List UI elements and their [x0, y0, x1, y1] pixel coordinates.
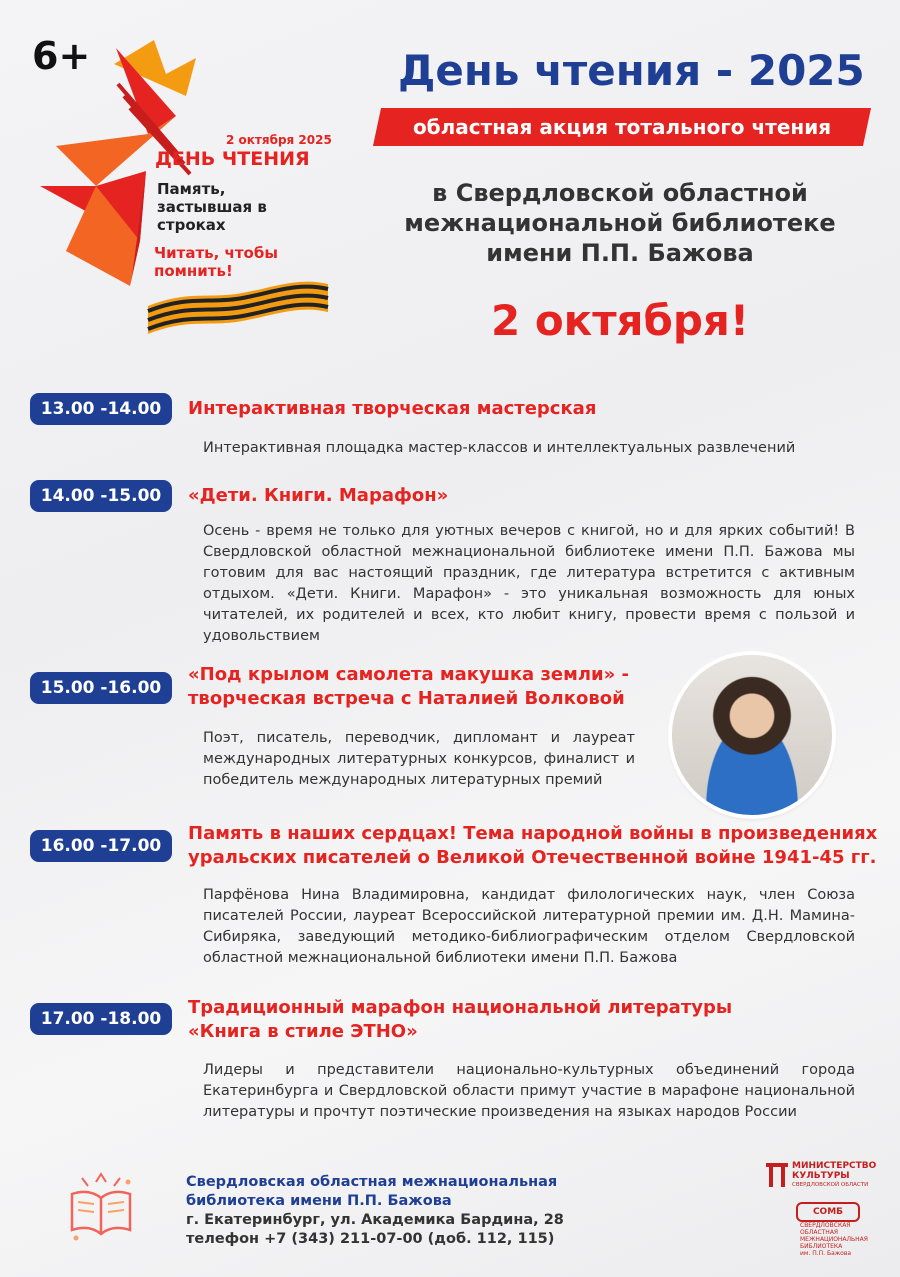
- event-time-badge: 15.00 -16.00: [30, 672, 172, 704]
- event-title-line: творческая встреча с Наталией Волковой: [188, 688, 625, 709]
- event-title-line: Интерактивная творческая мастерская: [188, 398, 597, 419]
- subtitle-text: областная акция тотального чтения: [412, 115, 832, 139]
- open-book-icon: [66, 1172, 136, 1244]
- event-description: Парфёнова Нина Владимировна, кандидат филологических наук, член Союза писателей России, лауреат Всероссийской литературной премии им. Д.Н. Мамина-Сибиряка, заведующий методико-библиографическим отделом Свердловской областной межнациональной библиотеки имени П.П. Бажова: [203, 887, 855, 966]
- venue-line: в Свердловской областной: [432, 179, 808, 207]
- event-time-badge: 17.00 -18.00: [30, 1003, 172, 1035]
- event-time-badge: 13.00 -14.00: [30, 393, 172, 425]
- ministry-name-line: КУЛЬТУРЫ: [792, 1171, 850, 1181]
- ministry-name-line: МИНИСТЕРСТВО: [792, 1161, 877, 1171]
- ministry-name: [792, 1161, 876, 1181]
- event-description: Лидеры и представители национально-культурных объединений города Екатеринбурга и Свердловской области примут участие в марафоне национальной литературы и прочтут поэтические произведения на языках народов России: [203, 1062, 855, 1120]
- event-title-line: «Под крылом самолета макушка земли» -: [188, 664, 629, 685]
- event-date: 2 октября!: [490, 296, 750, 345]
- event-title: [188, 822, 877, 870]
- library-name-line: библиотека имени П.П. Бажова: [186, 1193, 452, 1209]
- event-title-line: Память в наших сердцах! Тема народной войны в произведениях: [188, 823, 878, 844]
- event-description: Поэт, писатель, переводчик, дипломант и лауреат международных литературных конкурсов, финалист и победитель международных литературных премий: [203, 730, 635, 788]
- contact-info: [186, 1211, 564, 1249]
- event-title: [188, 996, 732, 1044]
- address: г. Екатеринбург, ул. Академика Бардина, 28: [186, 1212, 564, 1228]
- logo-title: ДЕНЬ ЧТЕНИЯ: [155, 148, 310, 170]
- event-title: [188, 484, 448, 508]
- venue-line: межнациональной библиотеке: [404, 209, 836, 237]
- library-logo-caption-line: им. П.П. Бажова: [800, 1250, 852, 1257]
- event-title: [188, 663, 629, 711]
- age-rating: 6+: [32, 34, 91, 78]
- event-time-badge: 16.00 -17.00: [30, 830, 172, 862]
- event-title-line: «Книга в стиле ЭТНО»: [188, 1021, 418, 1042]
- event-title-line: «Дети. Книги. Марафон»: [188, 485, 449, 506]
- page-title: День чтения - 2025: [398, 46, 865, 95]
- library-logo-caption-line: СВЕРДЛОВСКАЯ ОБЛАСТНАЯ: [800, 1222, 851, 1236]
- logo-subtitle: Память, застывшая в строках: [157, 180, 267, 234]
- library-name-line: Свердловская областная межнациональная: [186, 1174, 558, 1190]
- logo-slogan: Читать, чтобы помнить!: [154, 244, 278, 280]
- venue: [370, 178, 870, 268]
- event-description: Интерактивная площадка мастер-классов и интеллектуальных развлечений: [203, 440, 796, 456]
- library-logo: СОМБ: [796, 1202, 860, 1222]
- speaker-photo: [672, 655, 832, 815]
- ministry-region: СВЕРДЛОВСКОЙ ОБЛАСТИ: [792, 1182, 869, 1188]
- library-logo-caption: [800, 1222, 868, 1257]
- phone: телефон +7 (343) 211-07-00 (доб. 112, 115): [186, 1231, 555, 1247]
- event-title-line: Традиционный марафон национальной литературы: [188, 997, 733, 1018]
- event-time-badge: 14.00 -15.00: [30, 480, 172, 512]
- event-title: [188, 397, 596, 421]
- library-logo-caption-line: МЕЖНАЦИОНАЛЬНАЯ: [800, 1236, 868, 1243]
- library-name: [186, 1173, 557, 1211]
- event-title-line: уральских писателей о Великой Отечественной войне 1941-45 гг.: [188, 847, 877, 868]
- logo-date: 2 октября 2025: [226, 133, 332, 147]
- venue-line: имени П.П. Бажова: [486, 239, 754, 267]
- library-logo-caption-line: БИБЛИОТЕКА: [800, 1243, 843, 1250]
- event-description: Осень - время не только для уютных вечеров с книгой, но и для ярких событий! В Свердловской областной межнациональной библиотеке имени П.П. Бажова мы готовим для вас настоящий праздник, где литература встретится с активным отдыхом. «Дети. Книги. Марафон» - это уникальная возможность для юных читателей, их родителей и всех, кто любит книгу, провести время с пользой и удовольствием: [203, 523, 855, 644]
